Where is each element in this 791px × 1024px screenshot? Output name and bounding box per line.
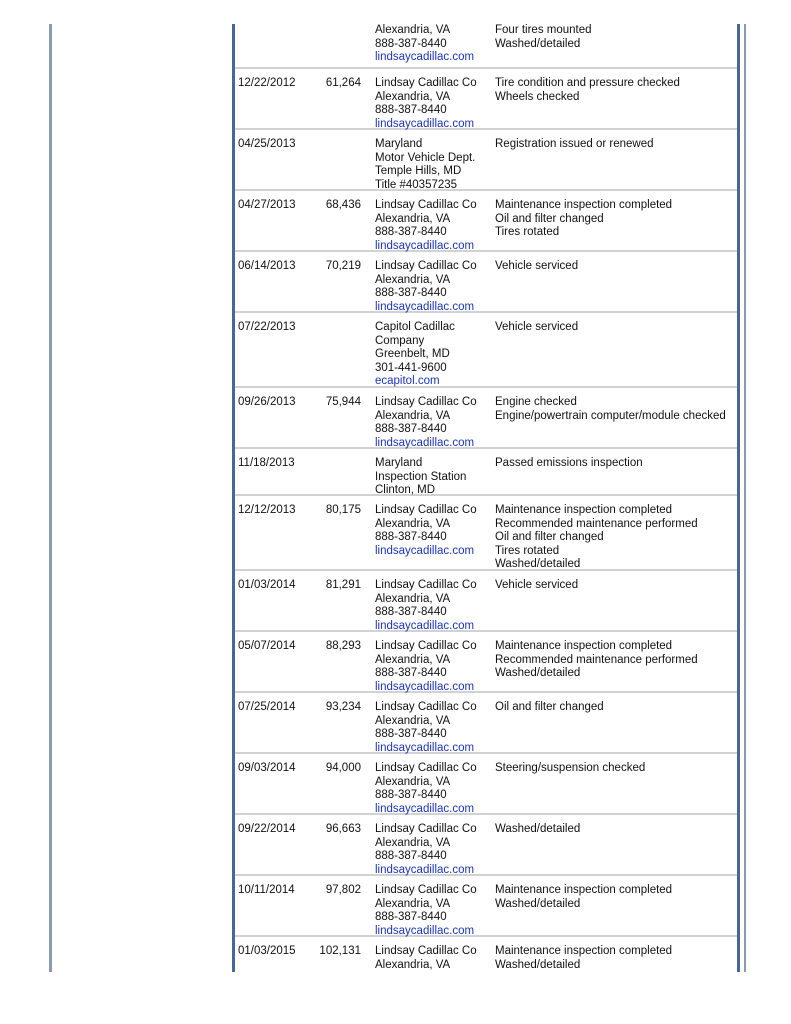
service-date: 06/14/2013 bbox=[238, 260, 296, 272]
service-comments bbox=[483, 504, 737, 569]
source-line: Lindsay Cadillac Co bbox=[375, 701, 477, 713]
odometer-reading: 96,663 bbox=[325, 823, 361, 835]
source-line: Lindsay Cadillac Co bbox=[375, 579, 477, 591]
service-date bbox=[235, 24, 305, 67]
service-comments bbox=[483, 762, 737, 813]
comment-line: Recommended maintenance performed bbox=[495, 653, 698, 666]
source-line: Temple Hills, MD bbox=[375, 165, 462, 177]
source-website-link[interactable]: lindsaycadillac.com bbox=[375, 741, 475, 754]
service-date: 05/07/2014 bbox=[238, 640, 296, 652]
service-source bbox=[363, 579, 483, 630]
service-date: 07/22/2013 bbox=[238, 321, 296, 333]
source-line: Alexandria, VA bbox=[375, 775, 451, 788]
service-date: 09/03/2014 bbox=[238, 762, 296, 774]
service-comments bbox=[483, 823, 737, 874]
service-source bbox=[363, 260, 483, 311]
service-source bbox=[363, 321, 483, 386]
table-row bbox=[235, 69, 737, 130]
service-source bbox=[363, 77, 483, 128]
odometer-reading bbox=[305, 321, 363, 386]
source-line: Alexandria, VA bbox=[375, 273, 451, 286]
service-comments bbox=[483, 640, 737, 691]
odometer-reading: 102,131 bbox=[319, 945, 361, 957]
source-line: 888-387-8440 bbox=[375, 104, 447, 116]
source-line: Lindsay Cadillac Co bbox=[375, 504, 477, 516]
service-comments bbox=[483, 24, 737, 67]
table-row bbox=[235, 449, 737, 496]
service-date: 10/11/2014 bbox=[238, 884, 295, 896]
comment-line: Four tires mounted bbox=[495, 24, 592, 36]
comment-line: Washed/detailed bbox=[495, 958, 581, 971]
odometer-reading: 94,000 bbox=[325, 762, 361, 774]
comment-line: Engine checked bbox=[495, 396, 577, 408]
odometer-reading: 68,436 bbox=[325, 199, 361, 211]
page-left-rule bbox=[49, 24, 52, 972]
table-row bbox=[235, 130, 737, 191]
comment-line: Washed/detailed bbox=[495, 37, 581, 50]
source-line: Title #40357235 bbox=[375, 178, 458, 191]
source-line: Lindsay Cadillac Co bbox=[375, 884, 477, 896]
source-line: Alexandria, VA bbox=[375, 836, 451, 849]
comment-line: Maintenance inspection completed bbox=[495, 504, 673, 516]
service-history-table bbox=[235, 24, 737, 972]
comment-line: Passed emissions inspection bbox=[495, 457, 643, 469]
service-date: 12/12/2013 bbox=[238, 504, 296, 516]
source-line: Lindsay Cadillac Co bbox=[375, 77, 477, 89]
service-source bbox=[363, 396, 483, 447]
source-line: Maryland bbox=[375, 138, 423, 150]
source-line: Alexandria, VA bbox=[375, 90, 451, 103]
service-date: 04/27/2013 bbox=[238, 199, 296, 211]
comment-line: Vehicle serviced bbox=[495, 260, 579, 272]
service-comments bbox=[483, 199, 737, 250]
odometer-reading: 75,944 bbox=[325, 396, 361, 408]
table-row bbox=[235, 571, 737, 632]
service-date: 09/22/2014 bbox=[238, 823, 296, 835]
table-row bbox=[235, 754, 737, 815]
service-date: 09/26/2013 bbox=[238, 396, 296, 408]
source-line: Alexandria, VA bbox=[375, 517, 451, 530]
service-comments bbox=[483, 701, 737, 752]
odometer-reading: 70,219 bbox=[325, 260, 361, 272]
service-comments bbox=[483, 260, 737, 311]
source-line: Lindsay Cadillac Co bbox=[375, 396, 477, 408]
service-source bbox=[363, 945, 483, 972]
source-line: Capitol Cadillac bbox=[375, 321, 455, 333]
odometer-reading: 80,175 bbox=[325, 504, 361, 516]
table-row bbox=[235, 24, 737, 69]
service-date: 04/25/2013 bbox=[238, 138, 296, 150]
table-row bbox=[235, 632, 737, 693]
service-date: 01/03/2015 bbox=[238, 945, 296, 957]
table-row bbox=[235, 252, 737, 313]
comment-line: Tires rotated bbox=[495, 544, 560, 557]
source-line: Alexandria, VA bbox=[375, 897, 451, 910]
comment-line: Maintenance inspection completed bbox=[495, 640, 673, 652]
service-comments bbox=[483, 945, 737, 972]
odometer-reading: 97,802 bbox=[325, 884, 361, 896]
source-line: Maryland bbox=[375, 457, 423, 469]
service-source bbox=[363, 762, 483, 813]
odometer-reading: 81,291 bbox=[325, 579, 361, 591]
comment-line: Maintenance inspection completed bbox=[495, 884, 673, 896]
comment-line: Tire condition and pressure checked bbox=[495, 77, 680, 89]
source-line: Lindsay Cadillac Co bbox=[375, 823, 477, 835]
service-source bbox=[363, 199, 483, 250]
source-line: 888-387-8440 bbox=[375, 728, 447, 740]
source-line: Alexandria, VA bbox=[375, 714, 451, 727]
service-comments bbox=[483, 579, 737, 630]
service-source bbox=[363, 701, 483, 752]
source-line: 888-387-8440 bbox=[375, 667, 447, 679]
source-line: Inspection Station bbox=[375, 470, 467, 483]
source-website-link[interactable]: lindsaycadillac.com bbox=[375, 863, 475, 876]
source-website-link[interactable]: ecapitol.com bbox=[375, 375, 440, 387]
source-line: 888-387-8440 bbox=[375, 606, 447, 618]
comment-line: Maintenance inspection completed bbox=[495, 945, 673, 957]
odometer-reading bbox=[305, 24, 363, 67]
comment-line: Registration issued or renewed bbox=[495, 138, 654, 150]
comment-line: Washed/detailed bbox=[495, 558, 581, 570]
source-website-link[interactable]: lindsaycadillac.com bbox=[375, 544, 475, 557]
source-website-link[interactable]: lindsaycadillac.com bbox=[375, 680, 475, 693]
service-date: 12/22/2012 bbox=[238, 77, 296, 89]
source-line: Lindsay Cadillac Co bbox=[375, 640, 477, 652]
source-line: Alexandria, VA bbox=[375, 958, 451, 971]
table-row bbox=[235, 191, 737, 252]
source-line: 888-387-8440 bbox=[375, 911, 447, 923]
comment-line: Steering/suspension checked bbox=[495, 762, 646, 774]
table-row bbox=[235, 388, 737, 449]
source-line: 888-387-8440 bbox=[375, 37, 447, 50]
service-date: 07/25/2014 bbox=[238, 701, 296, 713]
comment-line: Engine/powertrain computer/module checked bbox=[495, 409, 726, 422]
table-row bbox=[235, 313, 737, 388]
comment-line: Washed/detailed bbox=[495, 823, 581, 835]
source-line: 888-387-8440 bbox=[375, 423, 447, 435]
source-website-link[interactable]: lindsaycadillac.com bbox=[375, 619, 475, 632]
odometer-reading bbox=[305, 138, 363, 189]
source-line: Lindsay Cadillac Co bbox=[375, 199, 477, 211]
source-line: Lindsay Cadillac Co bbox=[375, 260, 477, 272]
comment-line: Tires rotated bbox=[495, 226, 560, 238]
source-line: Lindsay Cadillac Co bbox=[375, 762, 477, 774]
source-line: 888-387-8440 bbox=[375, 287, 447, 299]
table-row bbox=[235, 815, 737, 876]
comment-line: Recommended maintenance performed bbox=[495, 517, 698, 530]
comment-line: Oil and filter changed bbox=[495, 701, 604, 713]
service-comments bbox=[483, 138, 737, 189]
source-line: Alexandria, VA bbox=[375, 592, 451, 605]
source-line: Motor Vehicle Dept. bbox=[375, 151, 476, 164]
source-line: 888-387-8440 bbox=[375, 531, 447, 543]
table-right-border bbox=[737, 24, 740, 972]
comment-line: Maintenance inspection completed bbox=[495, 199, 673, 211]
service-source bbox=[363, 504, 483, 569]
table-outer-right-border bbox=[744, 24, 746, 972]
service-comments bbox=[483, 457, 737, 494]
comment-line: Vehicle serviced bbox=[495, 321, 579, 333]
service-comments bbox=[483, 396, 737, 447]
service-source bbox=[363, 138, 483, 189]
service-comments bbox=[483, 884, 737, 935]
comment-line: Washed/detailed bbox=[495, 667, 581, 679]
source-line: Alexandria, VA bbox=[375, 24, 451, 36]
service-date: 11/18/2013 bbox=[238, 457, 295, 469]
service-date: 01/03/2014 bbox=[238, 579, 296, 591]
source-line: Greenbelt, MD bbox=[375, 348, 450, 360]
odometer-reading: 88,293 bbox=[325, 640, 361, 652]
service-comments bbox=[483, 77, 737, 128]
source-line: 888-387-8440 bbox=[375, 226, 447, 238]
service-comments bbox=[483, 321, 737, 386]
odometer-reading: 61,264 bbox=[325, 77, 361, 89]
source-website-link[interactable]: lindsaycadillac.com bbox=[375, 239, 475, 252]
service-source bbox=[363, 884, 483, 935]
table-row bbox=[235, 693, 737, 754]
service-source bbox=[363, 24, 483, 67]
comment-line: Oil and filter changed bbox=[495, 531, 604, 543]
comment-line: Wheels checked bbox=[495, 90, 580, 103]
source-website-link[interactable]: lindsaycadillac.com bbox=[375, 802, 475, 815]
source-line: Alexandria, VA bbox=[375, 212, 451, 225]
source-line: Lindsay Cadillac Co bbox=[375, 945, 477, 957]
source-line: 301-441-9600 bbox=[375, 361, 447, 374]
source-line: Alexandria, VA bbox=[375, 409, 451, 422]
source-line: 888-387-8440 bbox=[375, 850, 447, 862]
source-website-link[interactable]: lindsaycadillac.com bbox=[375, 117, 475, 130]
service-source bbox=[363, 640, 483, 691]
source-website-link[interactable]: lindsaycadillac.com bbox=[375, 300, 475, 313]
source-line: Company bbox=[375, 334, 425, 347]
comment-line: Oil and filter changed bbox=[495, 212, 604, 225]
service-source bbox=[363, 823, 483, 874]
table-row bbox=[235, 876, 737, 937]
odometer-reading bbox=[305, 457, 363, 494]
source-line: Alexandria, VA bbox=[375, 653, 451, 666]
table-row bbox=[235, 496, 737, 571]
table-row bbox=[235, 937, 737, 972]
source-website-link[interactable]: lindsaycadillac.com bbox=[375, 436, 475, 449]
odometer-reading: 93,234 bbox=[325, 701, 361, 713]
comment-line: Washed/detailed bbox=[495, 897, 581, 910]
service-source bbox=[363, 457, 483, 494]
source-website-link[interactable]: lindsaycadillac.com bbox=[375, 51, 475, 63]
comment-line: Vehicle serviced bbox=[495, 579, 579, 591]
source-website-link[interactable]: lindsaycadillac.com bbox=[375, 924, 475, 937]
source-line: Clinton, MD bbox=[375, 484, 436, 496]
source-line: 888-387-8440 bbox=[375, 789, 447, 801]
